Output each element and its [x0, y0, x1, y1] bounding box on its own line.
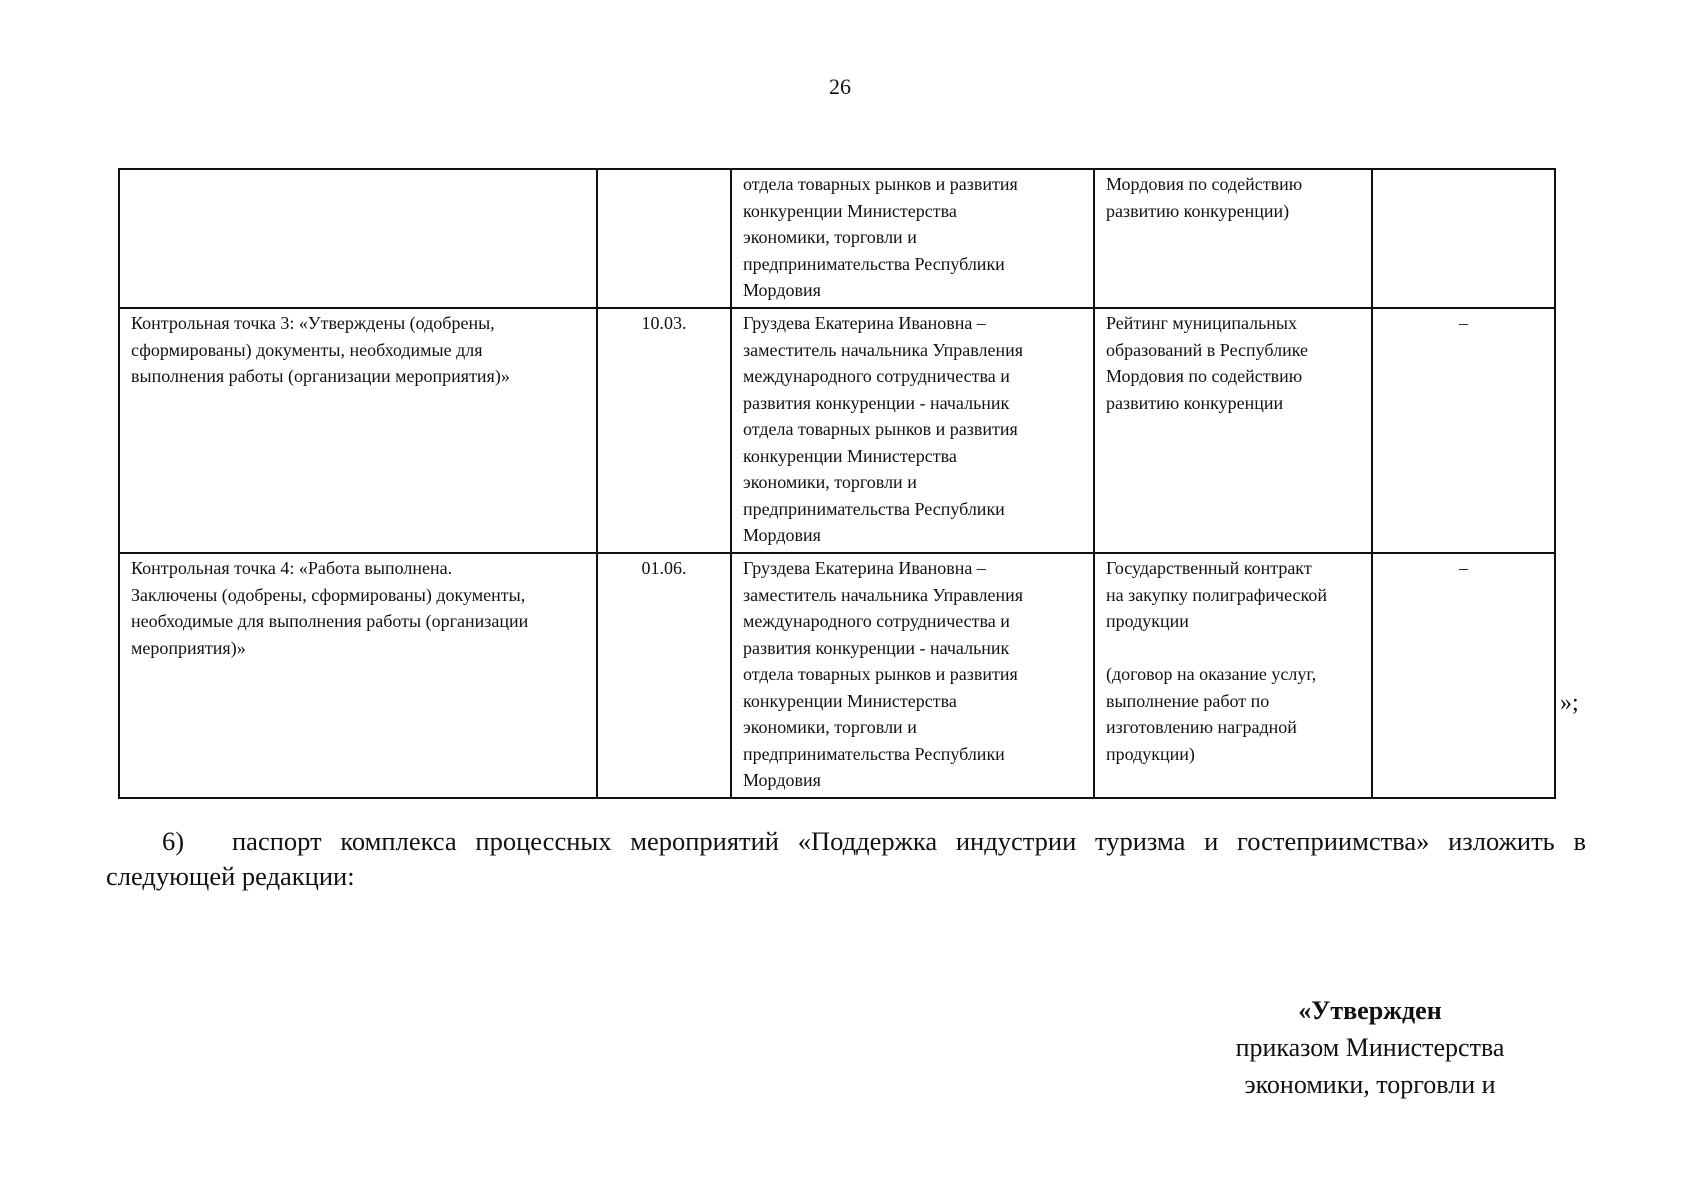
- table-cell-date: [597, 308, 731, 553]
- table-row: [119, 553, 1555, 798]
- table-cell-document: [1094, 169, 1372, 308]
- cell-text: 10.03.: [641, 313, 687, 333]
- table-cell-responsible: [731, 308, 1094, 553]
- cell-text: Груздева Екатерина Ивановна – заместитель начальника Управления международного сотрудничества и развития конкуренции - начальник отдела товарных рынков и развития конкуренции Министерства экономики, торговли и предпринимательства Республики Мордовия: [743, 558, 1024, 790]
- cell-text: Груздева Екатерина Ивановна – заместитель начальника Управления международного сотрудничества и развития конкуренции - начальник отдела товарных рынков и развития конкуренции Министерства экономики, торговли и предпринимательства Республики Мордовия: [743, 313, 1024, 545]
- table-cell-note: [1372, 169, 1555, 308]
- cell-text: Контрольная точка 4: «Работа выполнена. Заключены (одобрены, сформированы) документы, необходимые для выполнения работы (организации мероприятия)»: [131, 558, 529, 658]
- approval-title: «Утвержден: [1298, 996, 1442, 1025]
- cell-text: 01.06.: [641, 558, 687, 578]
- approval-block: [1200, 992, 1540, 1103]
- table-cell-note: [1372, 553, 1555, 798]
- table-cell-document: [1094, 553, 1372, 798]
- cell-text: Государственный контракт на закупку полиграфической продукции (договор на оказание услуг, выполнение работ по изготовлению наградной продукции): [1106, 558, 1327, 764]
- body-paragraph: [106, 824, 1586, 894]
- table-cell-event: [119, 553, 597, 798]
- paragraph-text: паспорт комплекса процессных мероприятий «Поддержка индустрии туризма и гостеприимства» изложить в следующей редакции:: [106, 826, 1586, 891]
- table-row: [119, 308, 1555, 553]
- approval-line: приказом Министерства: [1235, 1033, 1505, 1062]
- approval-line: экономики, торговли и: [1244, 1070, 1496, 1099]
- cell-text: –: [1459, 313, 1468, 333]
- table-cell-document: [1094, 308, 1372, 553]
- table-cell-note: [1372, 308, 1555, 553]
- table-cell-responsible: [731, 553, 1094, 798]
- cell-text: Мордовия по содействию развитию конкуренции): [1106, 174, 1303, 221]
- table-cell-date: [597, 169, 731, 308]
- table-cell-date: [597, 553, 731, 798]
- table-cell-event: [119, 308, 597, 553]
- cell-text: –: [1459, 558, 1468, 578]
- closing-quote: »;: [1560, 690, 1579, 716]
- cell-text: отдела товарных рынков и развития конкуренции Министерства экономики, торговли и предпринимательства Республики Мордовия: [743, 174, 1018, 300]
- cell-text: Рейтинг муниципальных образований в Республике Мордовия по содействию развитию конкуренции: [1106, 313, 1309, 413]
- cell-text: Контрольная точка 3: «Утверждены (одобрены, сформированы) документы, необходимые для выполнения работы (организации мероприятия)»: [131, 313, 510, 386]
- table-cell-event: [119, 169, 597, 308]
- paragraph-number: 6): [162, 826, 185, 856]
- control-points-table: [118, 168, 1556, 799]
- page-number: 26: [829, 74, 851, 99]
- table-cell-responsible: [731, 169, 1094, 308]
- table-row: [119, 169, 1555, 308]
